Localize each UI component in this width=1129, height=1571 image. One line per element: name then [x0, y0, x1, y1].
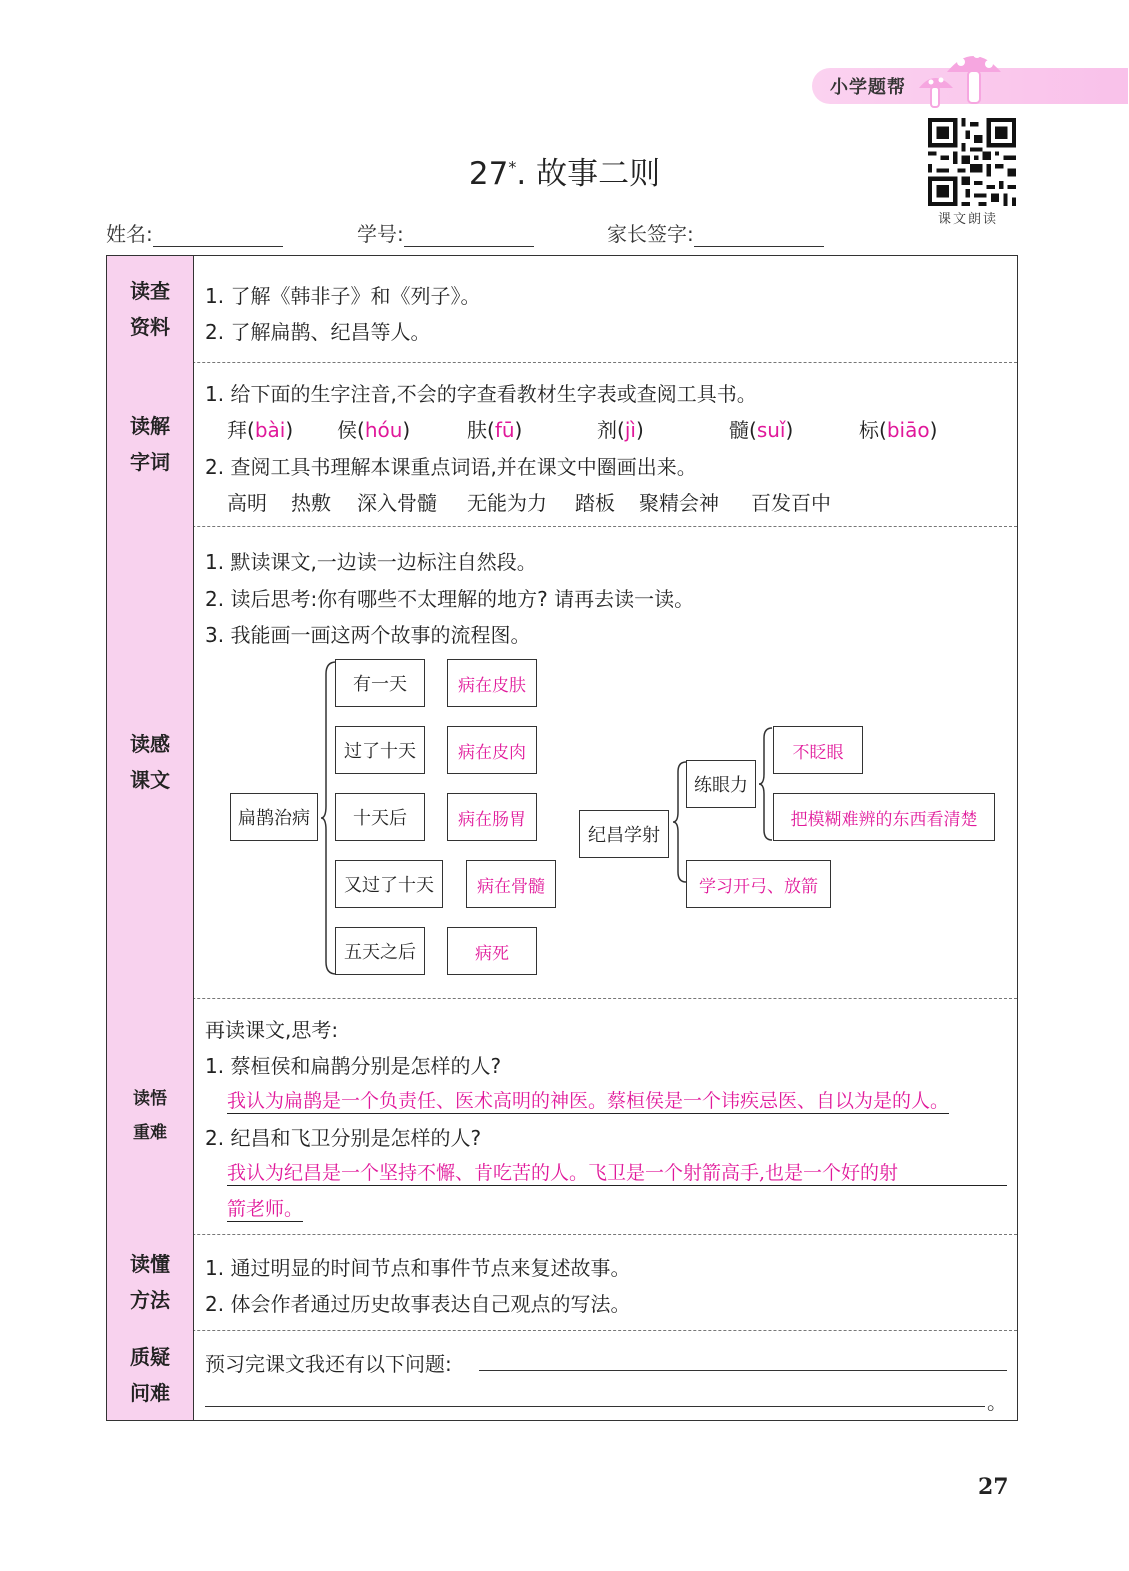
flow-step: 五天之后 [335, 927, 425, 975]
name-field[interactable] [106, 218, 283, 247]
pinyin-item: 拜(bài) [227, 418, 294, 442]
parent-blank[interactable] [694, 224, 824, 247]
reading-line-3: 3. 我能画一画这两个故事的流程图。 [205, 623, 531, 647]
page-number: 27 [978, 1474, 1009, 1500]
flow-answer[interactable]: 病在皮肤 [447, 659, 537, 707]
flow-step: 十天后 [335, 793, 425, 841]
pinyin-item: 标(biāo) [859, 418, 938, 442]
flow-root-jichang: 纪昌学射 [579, 810, 669, 858]
title-star: * [508, 157, 517, 177]
section-label: 读查 资料 [107, 256, 194, 362]
brace-icon [758, 726, 774, 842]
flow-answer[interactable]: 病在骨髓 [466, 860, 556, 908]
parent-signature-field[interactable] [607, 218, 824, 247]
word-item: 热敷 [291, 491, 331, 515]
section-vocabulary [107, 362, 1017, 527]
word-item: 高明 [227, 491, 267, 515]
brand-label: 小学题帮 [830, 77, 906, 98]
answer-2-line-2[interactable]: 箭老师。 [227, 1194, 303, 1222]
section-questions [107, 1330, 1017, 1420]
flow-answer[interactable]: 把模糊难辨的东西看清楚 [773, 793, 995, 841]
section-label: 读感 课文 [107, 526, 194, 998]
answer-1[interactable]: 我认为扁鹊是一个负责任、医术高明的神医。蔡桓侯是一个讳疾忌医、自以为是的人。 [227, 1086, 949, 1114]
flow-step: 又过了十天 [335, 860, 443, 908]
flow-branch: 练眼力 [686, 760, 756, 808]
id-blank[interactable] [404, 224, 534, 247]
answer-2-line-1[interactable]: 我认为纪昌是一个坚持不懈、肯吃苦的人。飞卫是一个射箭高手,也是一个好的射 [227, 1158, 1007, 1186]
pinyin-item: 髓(suǐ) [729, 418, 794, 442]
word-item: 百发百中 [751, 491, 831, 515]
question-2: 2. 纪昌和飞卫分别是怎样的人? [205, 1126, 482, 1150]
method-line-2: 2. 体会作者通过历史故事表达自己观点的写法。 [205, 1292, 631, 1316]
section-reading [107, 526, 1017, 999]
section-understanding [107, 998, 1017, 1235]
flow-step: 有一天 [335, 659, 425, 707]
reading-line-1: 1. 默读课文,一边读一边标注自然段。 [205, 550, 537, 574]
word-item: 无能为力 [467, 491, 547, 515]
section-label: 质疑 问难 [107, 1330, 194, 1420]
title-text: . 故事二则 [516, 156, 661, 192]
pinyin-item: 肤(fū) [467, 418, 523, 442]
flow-answer[interactable]: 学习开弓、放箭 [686, 860, 831, 908]
title-number: 27 [468, 156, 509, 192]
research-line-1: 1. 了解《韩非子》和《列子》。 [205, 284, 481, 308]
pinyin-item: 剂(jì) [597, 418, 644, 442]
parent-label: 家长签字: [607, 222, 694, 246]
question-blank-2[interactable] [205, 1406, 985, 1407]
name-blank[interactable] [153, 224, 283, 247]
vocab-instruction-2: 2. 查阅工具书理解本课重点词语,并在课文中圈画出来。 [205, 455, 697, 479]
section-label: 读解 字词 [107, 362, 194, 526]
vocab-instruction-1: 1. 给下面的生字注音,不会的字查看教材生字表或查阅工具书。 [205, 382, 757, 406]
question-end-mark: 。 [987, 1390, 1007, 1414]
word-item: 深入骨髓 [357, 491, 437, 515]
think-intro: 再读课文,思考: [205, 1018, 339, 1042]
flow-answer[interactable]: 病死 [447, 927, 537, 975]
section-methods [107, 1234, 1017, 1331]
reading-line-2: 2. 读后思考:你有哪些不太理解的地方? 请再去读一读。 [205, 587, 695, 611]
section-label: 读悟 重难 [107, 998, 194, 1234]
flow-step: 过了十天 [335, 726, 425, 774]
word-item: 聚精会神 [639, 491, 719, 515]
section-research [107, 256, 1017, 363]
flow-answer[interactable]: 病在皮肉 [447, 726, 537, 774]
name-label: 姓名: [106, 222, 153, 246]
flow-answer[interactable]: 不眨眼 [773, 726, 863, 774]
word-item: 踏板 [575, 491, 615, 515]
mushroom-icon [915, 42, 1005, 110]
questions-prompt: 预习完课文我还有以下问题: [205, 1352, 452, 1376]
question-1: 1. 蔡桓侯和扁鹊分别是怎样的人? [205, 1054, 502, 1078]
page-title [0, 148, 1129, 193]
pinyin-item: 侯(hóu) [337, 418, 411, 442]
id-field[interactable] [357, 218, 534, 247]
question-blank-1[interactable] [479, 1370, 1007, 1371]
method-line-1: 1. 通过明显的时间节点和事件节点来复述故事。 [205, 1256, 631, 1280]
research-line-2: 2. 了解扁鹊、纪昌等人。 [205, 320, 431, 344]
flow-answer[interactable]: 病在肠胃 [447, 793, 537, 841]
flow-root-bianque: 扁鹊治病 [230, 793, 318, 841]
qr-label: 课文朗读 [938, 212, 999, 227]
section-label: 读懂 方法 [107, 1234, 194, 1330]
id-label: 学号: [357, 222, 404, 246]
